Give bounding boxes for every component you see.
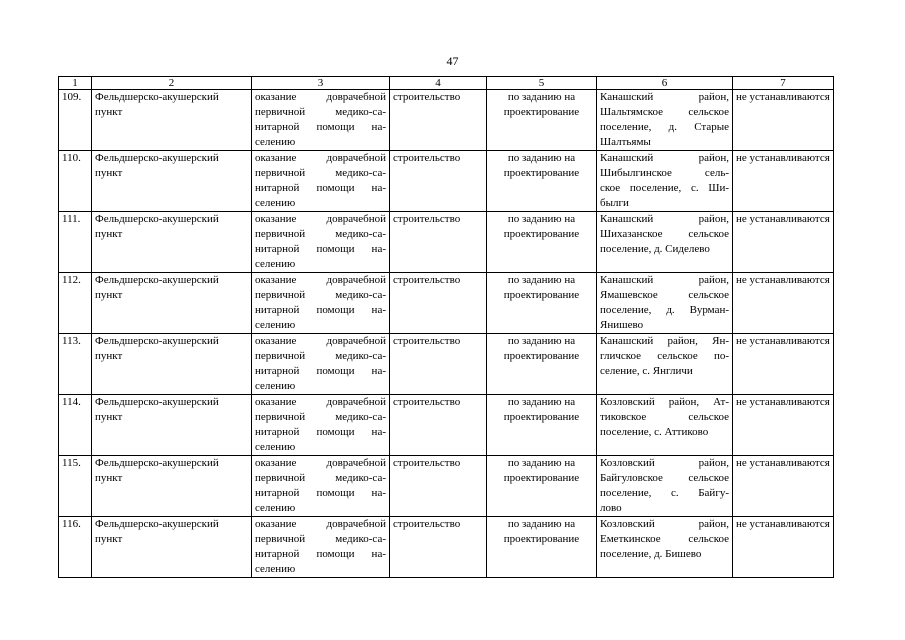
location-line: селение, с. Янгличи [600,365,693,377]
stage-cell [487,334,597,395]
location-line: Еметкинское сельское [600,533,729,545]
column-header: 4 [390,77,487,90]
location-cell [597,90,733,151]
stage-line: проектирование [503,228,580,240]
location-line: поселение, с. Аттиково [600,426,709,438]
stage-line: проектирование [503,350,580,362]
location-line: Канашский район, [600,274,729,286]
location-line: поселение, с. Байгу- [600,487,729,499]
purpose-cell [252,456,390,517]
object-name-cell [92,334,252,395]
purpose-line: нитарной помощи на- [255,426,386,438]
purpose-line: селению [255,502,296,514]
row-number-cell: 115. [59,456,92,517]
location-line: ское поселение, с. Ши- [600,182,729,194]
column-header: 6 [597,77,733,90]
purpose-line: первичной медико-са- [255,167,386,179]
purpose-line: селению [255,441,296,453]
object-name-cell [92,212,252,273]
purpose-line: первичной медико-са- [255,289,386,301]
object-name-line: Фельдшерско-акушерский [95,152,219,164]
stage-cell [487,273,597,334]
location-line: Шалтьямы [600,136,651,148]
stage-cell [487,151,597,212]
location-cell [597,456,733,517]
location-line: Ямашевское сельское [600,289,729,301]
object-name-cell [92,517,252,578]
location-line: Янишево [600,319,644,331]
object-name-line: Фельдшерско-акушерский [95,274,219,286]
column-header: 7 [733,77,834,90]
table-row [59,334,834,395]
purpose-line: нитарной помощи на- [255,243,386,255]
work-type-cell: строительство [390,212,487,273]
location-line: Козловский район, Ат- [600,396,729,408]
row-number-cell: 110. [59,151,92,212]
work-type-cell: строительство [390,90,487,151]
purpose-cell [252,90,390,151]
location-cell [597,517,733,578]
location-line: Козловский район, [600,457,729,469]
object-name-cell [92,395,252,456]
purpose-line: первичной медико-са- [255,472,386,484]
object-name-line: пункт [95,411,123,423]
purpose-line: оказание доврачебной [255,396,386,408]
location-line: Канашский район, [600,91,729,103]
location-line: гличское сельское по- [600,350,729,362]
work-type-cell: строительство [390,273,487,334]
object-name-cell [92,273,252,334]
object-name-cell [92,456,252,517]
object-name-line: пункт [95,350,123,362]
table-row [59,273,834,334]
purpose-line: первичной медико-са- [255,350,386,362]
stage-line: по заданию на [507,91,576,103]
stage-cell [487,212,597,273]
location-line: поселение, д. Вурман- [600,304,729,316]
purpose-cell [252,517,390,578]
purpose-cell [252,151,390,212]
zones-cell: не устанавливаются [733,212,834,273]
purpose-line: первичной медико-са- [255,106,386,118]
purpose-line: первичной медико-са- [255,533,386,545]
location-line: Шибылгинское сель- [600,167,729,179]
purpose-line: нитарной помощи на- [255,304,386,316]
purpose-line: оказание доврачебной [255,91,386,103]
object-name-line: пункт [95,167,123,179]
purpose-cell [252,334,390,395]
purpose-cell [252,273,390,334]
row-number-cell: 113. [59,334,92,395]
table-row [59,517,834,578]
object-name-line: пункт [95,289,123,301]
purpose-line: нитарной помощи на- [255,487,386,499]
row-number-cell: 114. [59,395,92,456]
location-line: Козловский район, [600,518,729,530]
purpose-line: нитарной помощи на- [255,548,386,560]
row-number-cell: 109. [59,90,92,151]
location-line: лово [600,502,622,514]
stage-line: по заданию на [507,518,576,530]
purpose-line: селению [255,380,296,392]
stage-line: проектирование [503,167,580,179]
location-line: Канашский район, [600,152,729,164]
column-header: 2 [92,77,252,90]
stage-line: проектирование [503,106,580,118]
object-name-line: пункт [95,533,123,545]
stage-line: проектирование [503,472,580,484]
page-number: 47 [446,54,459,68]
zones-cell: не устанавливаются [733,90,834,151]
column-number-header-row [59,77,834,90]
purpose-line: первичной медико-са- [255,228,386,240]
location-cell [597,395,733,456]
purpose-line: селению [255,258,296,270]
row-number-cell: 111. [59,212,92,273]
table-row [59,151,834,212]
table-row [59,212,834,273]
stage-line: по заданию на [507,457,576,469]
purpose-line: нитарной помощи на- [255,365,386,377]
stage-line: по заданию на [507,335,576,347]
object-name-line: Фельдшерско-акушерский [95,457,219,469]
zones-cell: не устанавливаются [733,273,834,334]
table-row [59,395,834,456]
object-name-line: пункт [95,472,123,484]
purpose-line: оказание доврачебной [255,518,386,530]
object-name-line: Фельдшерско-акушерский [95,213,219,225]
object-name-cell [92,151,252,212]
work-type-cell: строительство [390,334,487,395]
table-row [59,456,834,517]
purpose-line: селению [255,197,296,209]
column-header: 3 [252,77,390,90]
location-cell [597,151,733,212]
stage-line: проектирование [503,533,580,545]
location-line: Шихазанское сельское [600,228,729,240]
purpose-line: оказание доврачебной [255,335,386,347]
object-name-line: Фельдшерско-акушерский [95,91,219,103]
object-name-line: Фельдшерско-акушерский [95,335,219,347]
location-line: былги [600,197,629,209]
object-name-line: Фельдшерско-акушерский [95,518,219,530]
location-line: поселение, д. Старые [600,121,729,133]
purpose-line: селению [255,136,296,148]
object-name-line: пункт [95,228,123,240]
zones-cell: не устанавливаются [733,517,834,578]
work-type-cell: строительство [390,456,487,517]
zones-cell: не устанавливаются [733,334,834,395]
stage-line: по заданию на [507,213,576,225]
zones-cell: не устанавливаются [733,151,834,212]
object-name-line: пункт [95,106,123,118]
location-cell [597,334,733,395]
stage-cell [487,517,597,578]
location-cell [597,212,733,273]
purpose-line: оказание доврачебной [255,213,386,225]
purpose-cell [252,395,390,456]
stage-line: проектирование [503,289,580,301]
zones-cell: не устанавливаются [733,395,834,456]
stage-cell [487,395,597,456]
location-line: Канашский район, [600,213,729,225]
location-line: Байгуловское сельское [600,472,729,484]
purpose-line: нитарной помощи на- [255,121,386,133]
stage-cell [487,90,597,151]
work-type-cell: строительство [390,151,487,212]
row-number-cell: 116. [59,517,92,578]
object-name-line: Фельдшерско-акушерский [95,396,219,408]
work-type-cell: строительство [390,517,487,578]
location-line: Шальтямское сельское [600,106,729,118]
stage-line: по заданию на [507,274,576,286]
column-header: 1 [59,77,92,90]
object-name-cell [92,90,252,151]
purpose-line: первичной медико-са- [255,411,386,423]
stage-line: по заданию на [507,152,576,164]
purpose-line: оказание доврачебной [255,152,386,164]
zones-cell: не устанавливаются [733,456,834,517]
stage-line: проектирование [503,411,580,423]
purpose-line: нитарной помощи на- [255,182,386,194]
location-line: Канашский район, Ян- [600,335,729,347]
location-line: поселение, д. Бишево [600,548,702,560]
purpose-line: селению [255,319,296,331]
work-type-cell: строительство [390,395,487,456]
stage-cell [487,456,597,517]
column-header: 5 [487,77,597,90]
location-line: тиковское сельское [600,411,729,423]
location-cell [597,273,733,334]
stage-line: по заданию на [507,396,576,408]
objects-table [58,76,834,578]
purpose-line: селению [255,563,296,575]
purpose-line: оказание доврачебной [255,274,386,286]
purpose-line: оказание доврачебной [255,457,386,469]
row-number-cell: 112. [59,273,92,334]
purpose-cell [252,212,390,273]
table-row [59,90,834,151]
location-line: поселение, д. Сиделево [600,243,710,255]
